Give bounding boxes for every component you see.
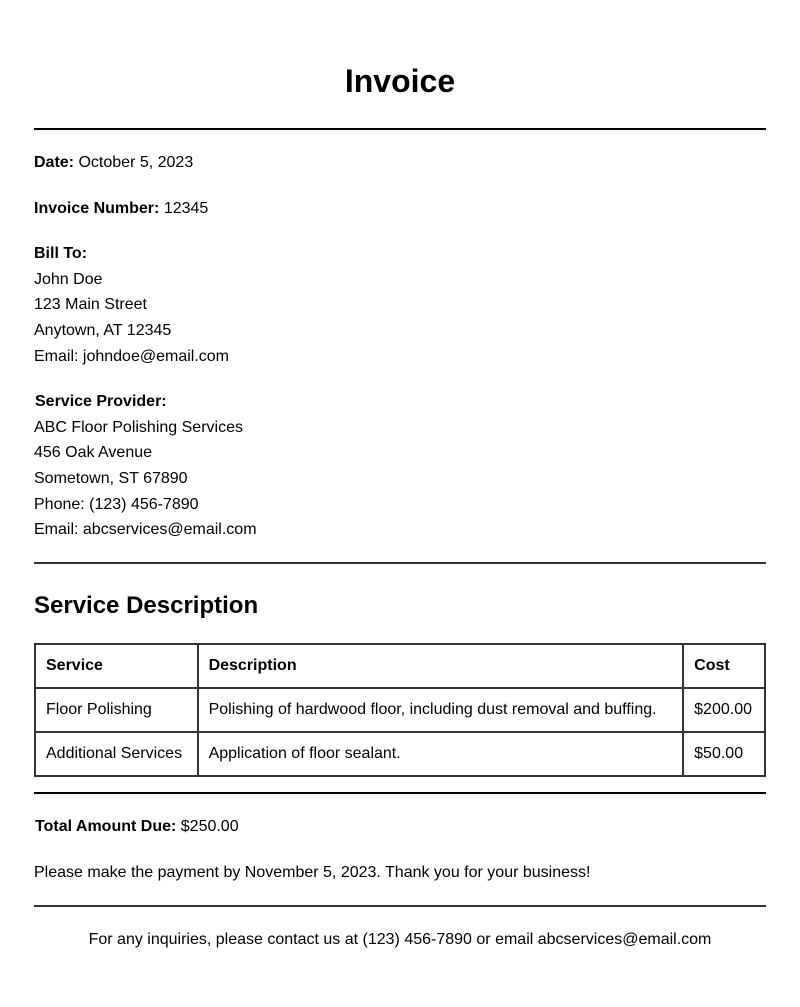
- cost-cell: $50.00: [683, 732, 765, 776]
- table-header-row: [35, 644, 765, 688]
- date-label: Date:: [34, 154, 75, 171]
- details-divider: [34, 562, 766, 564]
- footer-divider: [34, 905, 766, 907]
- provider-city: Sometown, ST 67890: [34, 470, 188, 487]
- provider-phone: Phone: (123) 456-7890: [34, 496, 199, 513]
- description-cell: Application of floor sealant.: [198, 732, 684, 776]
- service-provider-label: Service Provider:: [35, 393, 167, 410]
- bill-to-email: Email: johndoe@email.com: [34, 348, 229, 365]
- total-label: Total Amount Due:: [35, 818, 177, 835]
- column-header-description: Description: [198, 644, 684, 688]
- total-value: $250.00: [180, 818, 239, 835]
- date-line: [34, 153, 193, 173]
- bill-to-city: Anytown, AT 12345: [34, 322, 172, 339]
- title-divider: [34, 128, 766, 130]
- payment-note: Please make the payment by November 5, 2023. Thank you for your business!: [34, 864, 591, 881]
- description-cell: Polishing of hardwood floor, including dust removal and buffing.: [198, 688, 684, 732]
- table-row: [35, 688, 765, 732]
- provider-name: ABC Floor Polishing Services: [34, 419, 243, 436]
- invoice-number-label: Invoice Number:: [34, 200, 160, 217]
- services-table: [34, 643, 766, 777]
- table-row: [35, 732, 765, 776]
- column-header-service: Service: [35, 644, 198, 688]
- total-line: [35, 817, 239, 837]
- column-header-cost: Cost: [683, 644, 765, 688]
- page-title: Invoice: [344, 63, 456, 99]
- date-value: October 5, 2023: [78, 154, 194, 171]
- footer-contact: For any inquiries, please contact us at (123) 456-7890 or email abcservices@email.com: [88, 931, 712, 948]
- bill-to-name: John Doe: [34, 271, 103, 288]
- bill-to-street: 123 Main Street: [34, 296, 147, 313]
- table-divider: [34, 792, 766, 794]
- provider-street: 456 Oak Avenue: [34, 444, 153, 461]
- provider-email: Email: abcservices@email.com: [34, 521, 257, 538]
- bill-to-label: Bill To:: [34, 245, 88, 262]
- invoice-number-value: 12345: [163, 200, 209, 217]
- cost-cell: $200.00: [683, 688, 765, 732]
- service-cell: Floor Polishing: [35, 688, 198, 732]
- service-cell: Additional Services: [35, 732, 198, 776]
- service-description-heading: Service Description: [34, 592, 259, 619]
- invoice-number-line: [34, 199, 208, 219]
